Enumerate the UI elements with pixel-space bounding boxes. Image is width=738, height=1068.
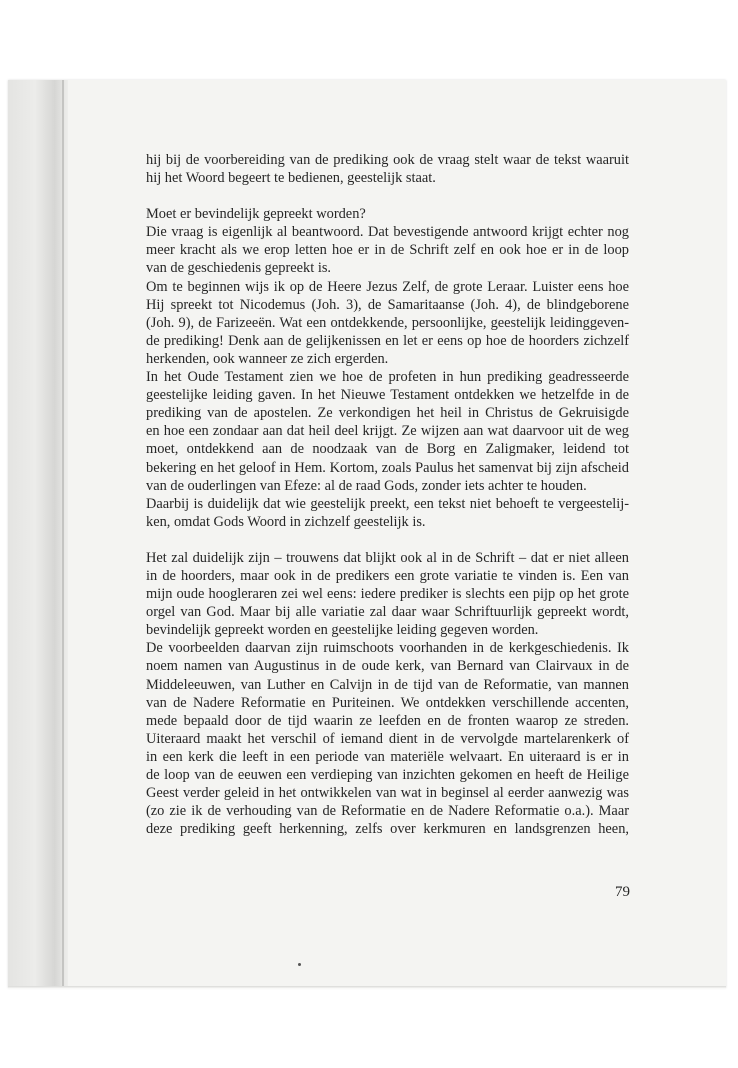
text-line: mijn oude hoogleraren zei wel eens: iedere prediker is slechts een pijp op het grote <box>146 586 629 603</box>
paragraph-6 <box>146 549 629 639</box>
text-line: geestelijke leiding gaven. In het Nieuwe Testament ontdekken we hetzelfde in de <box>146 387 629 404</box>
gutter-fold-line <box>62 80 64 988</box>
text-line: In het Oude Testament zien we hoe de profeten in hun prediking geadresseerde <box>146 369 629 386</box>
text-line: Om te beginnen wijs ik op de Heere Jezus Zelf, de grote Leraar. Luister eens hoe <box>146 278 629 295</box>
text-line: Die vraag is eigenlijk al beantwoord. Dat bevestigende antwoord krijgt echter nog <box>146 224 629 241</box>
text-line: Geest verder geleid in het ontwikkelen van wat in beginsel al eerder aanwezig was <box>146 785 629 802</box>
text-line: Moet er bevindelijk gepreekt worden? <box>146 206 366 223</box>
text-line: prediking van de apostelen. Ze verkondigen het heil in Christus de Gekruisigde <box>146 405 629 422</box>
paragraph-4 <box>146 368 629 495</box>
text-line: Daarbij is duidelijk dat wie geestelijk preekt, een tekst niet behoeft te vergeestelij- <box>146 495 629 512</box>
text-line: in een kerk die leeft in een periode van materiële welvaart. En uiteraard is er in <box>146 748 629 765</box>
paragraph-1 <box>146 151 629 187</box>
scan-speck <box>298 963 301 966</box>
paragraph-spacer <box>146 531 629 549</box>
paragraph-2 <box>146 205 629 277</box>
paragraph-7 <box>146 639 629 838</box>
text-line: de loop van de eeuwen een verdieping van inzichten gekomen en heeft de Heilige <box>146 767 629 783</box>
text-line: meer kracht als we erop letten hoe er in de Schrift zelf en ook hoe er in de loop <box>146 242 629 259</box>
paragraph-spacer <box>146 187 629 205</box>
text-line: deze prediking geeft herkenning, zelfs over kerkmuren en landsgrenzen heen, <box>146 821 629 838</box>
text-line: en hoe een zondaar aan dat heil deel krijgt. Ze wijzen aan wat daarvoor uit de weg <box>146 423 629 440</box>
text-line: (zo zie ik de verhouding van de Reformatie en de Nadere Reformatie o.a.). Maar <box>146 803 629 820</box>
text-line: hij het Woord begeert te bedienen, geestelijk staat. <box>146 170 436 187</box>
book-spine-gutter <box>8 80 68 988</box>
text-line: bevindelijk gepreekt worden en geestelijke leiding gegeven worden. <box>146 622 539 639</box>
text-line: van de geschiedenis gepreekt is. <box>146 260 332 277</box>
text-line: van de Nadere Reformatie en Puriteinen. We ontdekken verschillende accenten, <box>146 694 629 711</box>
page-number: 79 <box>615 884 630 900</box>
text-line: Hij spreekt tot Nicodemus (Joh. 3), de Samaritaanse (Joh. 4), de blindgeborene <box>146 296 629 313</box>
text-line: Uiteraard maakt het verschil of iemand dient in de vervolgde martelarenkerk of <box>146 730 629 747</box>
text-line: ken, omdat Gods Woord in zichzelf geestelijk is. <box>146 513 426 530</box>
text-line: De voorbeelden daarvan zijn ruimschoots voorhanden in de kerkgeschiedenis. Ik <box>146 640 629 657</box>
text-line: (Joh. 9), de Farizeeën. Wat een ontdekkende, persoonlijke, geestelijk leidinggeven- <box>146 314 629 331</box>
page-bottom-edge <box>8 986 726 989</box>
text-line: mede bepaald door de tijd waarin ze leefden en de fronten waarop ze streden. <box>146 712 629 729</box>
body-text <box>146 151 629 838</box>
text-line: Het zal duidelijk zijn – trouwens dat blijkt ook al in de Schrift – dat er niet alleen <box>146 549 629 566</box>
text-line: orgel van God. Maar bij alle variatie zal daar waar Schriftuurlijk gepreekt wordt, <box>146 604 629 621</box>
text-line: moet, ontdekkend aan de noodzaak van de Borg en Zaligmaker, leidend tot <box>146 441 629 458</box>
text-line: Middeleeuwen, van Luther en Calvijn in de tijd van de Reformatie, van mannen <box>146 676 629 693</box>
text-line: de prediking! Denk aan de gelijkenissen en let er eens op hoe de hoorders zichzelf <box>146 332 629 349</box>
text-line: bekering en het geloof in Hem. Kortom, zoals Paulus het samenvat bij zijn afscheid <box>146 459 629 476</box>
text-line: noem namen van Augustinus in de oude kerk, van Bernard van Clairvaux in de <box>146 658 629 675</box>
text-line: in de hoorders, maar ook in de predikers een grote variatie te vinden is. Een van <box>146 567 629 584</box>
text-line: herkenden, ook wanneer ze zich ergerden. <box>146 350 389 367</box>
paragraph-3 <box>146 278 629 368</box>
text-line: hij bij de voorbereiding van de prediking ook de vraag stelt waar de tekst waaruit <box>146 152 629 168</box>
text-line: van de ouderlingen van Efeze: al de raad Gods, zonder iets achter te houden. <box>146 477 587 494</box>
paragraph-5 <box>146 495 629 531</box>
